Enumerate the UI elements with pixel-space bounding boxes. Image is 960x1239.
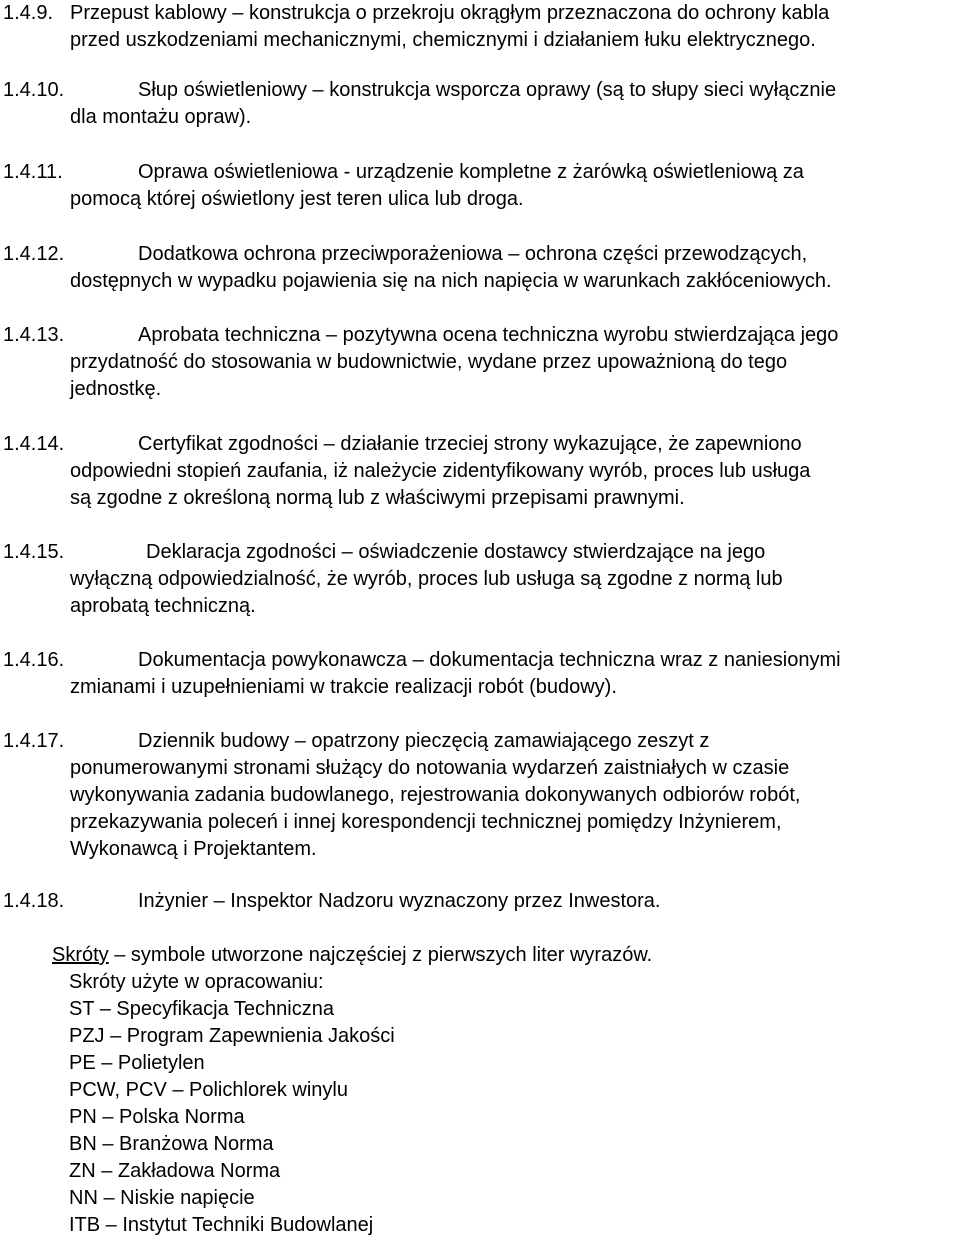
abbreviation-item: ITB – Instytut Techniki Budowlanej [69,1214,374,1236]
abbreviations-definition [52,942,952,969]
definition-text-line: Deklaracja zgodności – oświadczenie dostawcy stwierdzające na jego [146,541,766,563]
definition-number: 1.4.14. [3,433,65,455]
abbreviation-item: BN – Branżowa Norma [69,1133,274,1155]
definition-number: 1.4.11. [3,161,63,183]
definition-text-line: Certyfikat zgodności – działanie trzeciej strony wykazujące, że zapewniono [138,433,802,455]
definition-text-line: Dodatkowa ochrona przeciwporażeniowa – ochrona części przewodzących, [138,243,808,265]
definition-text-line: Aprobata techniczna – pozytywna ocena techniczna wyrobu stwierdzająca jego [138,324,839,346]
definition-number: 1.4.13. [3,324,65,346]
definition-1-4-17 [3,728,958,863]
definition-text-line: Dokumentacja powykonawcza – dokumentacja techniczna wraz z naniesionymi [138,649,841,671]
definition-text-line: zmianami i uzupełnieniami w trakcie realizacji robót (budowy). [70,676,617,698]
abbreviations-term: Skróty [52,944,109,966]
abbreviation-item: PZJ – Program Zapewnienia Jakości [69,1025,395,1047]
definition-text-line: Oprawa oświetleniowa - urządzenie kompletne z żarówką oświetleniową za [138,161,804,183]
definition-1-4-10 [3,77,958,131]
definition-text-line: dla montażu opraw). [70,106,252,128]
definition-text-line: ponumerowanymi stronami służący do notowania wydarzeń zaistniałych w czasie [70,757,790,779]
definition-number: 1.4.12. [3,243,65,265]
definition-number: 1.4.17. [3,730,65,752]
abbreviation-item: ZN – Zakładowa Norma [69,1160,281,1182]
definition-text-line: przed uszkodzeniami mechanicznymi, chemicznymi i działaniem łuku elektrycznego. [70,29,816,51]
definition-text-line: aprobatą techniczną. [70,595,256,617]
abbreviation-item: PCW, PCV – Polichlorek winylu [69,1079,348,1101]
definition-text-line: wykonywania zadania budowlanego, rejestrowania dokonywanych odbiorów robót, [70,784,801,806]
abbreviations-section [52,942,952,1239]
definition-text-line: są zgodne z określoną normą lub z właściwymi przepisami prawnymi. [70,487,685,509]
abbreviations-definition-text: – symbole utworzone najczęściej z pierwszych liter wyrazów. [108,944,653,966]
definition-text-line: wyłączną odpowiedzialność, że wyrób, proces lub usługa są zgodne z normą lub [70,568,783,590]
definition-number: 1.4.10. [3,79,65,101]
definition-1-4-16 [3,647,958,701]
definition-text-line: Słup oświetleniowy – konstrukcja wsporcza oprawy (są to słupy sieci wyłącznie [138,79,837,101]
definition-1-4-14 [3,431,958,512]
definition-1-4-11 [3,159,958,213]
definition-text-line: przydatność do stosowania w budownictwie, wydane przez upoważnioną do tego [70,351,788,373]
definition-text-line: Inżynier – Inspektor Nadzoru wyznaczony przez Inwestora. [138,890,661,912]
abbreviation-item: PN – Polska Norma [69,1106,245,1128]
abbreviation-item: PE – Polietylen [69,1052,205,1074]
definition-text-line: pomocą której oświetlony jest teren ulica lub droga. [70,188,524,210]
abbreviations-used-heading: Skróty użyte w opracowaniu: [69,971,324,993]
definition-1-4-15 [3,539,958,620]
definition-number: 1.4.18. [3,890,65,912]
definition-text-line: jednostkę. [70,378,162,400]
definition-text-line: Dziennik budowy – opatrzony pieczęcią zamawiającego zeszyt z [138,730,710,752]
abbreviation-item: ST – Specyfikacja Techniczna [69,998,334,1020]
definition-number: 1.4.9. [3,2,54,24]
definition-text-line: odpowiedni stopień zaufania, iż należycie zidentyfikowany wyrób, proces lub usługa [70,460,811,482]
definition-text-line: Przepust kablowy – konstrukcja o przekroju okrągłym przeznaczona do ochrony kabla [70,2,830,24]
definition-number: 1.4.16. [3,649,65,671]
definition-1-4-13 [3,322,958,403]
definition-text-line: dostępnych w wypadku pojawienia się na nich napięcia w warunkach zakłóceniowych. [70,270,832,292]
abbreviation-item: NN – Niskie napięcie [69,1187,255,1209]
definition-1-4-12 [3,241,958,295]
definition-1-4-18 [3,888,958,915]
definition-text-line: przekazywania poleceń i innej korespondencji technicznej pomiędzy Inżynierem, [70,811,782,833]
definition-text-line: Wykonawcą i Projektantem. [70,838,317,860]
definition-number: 1.4.15. [3,541,65,563]
definition-1-4-9 [3,0,958,54]
